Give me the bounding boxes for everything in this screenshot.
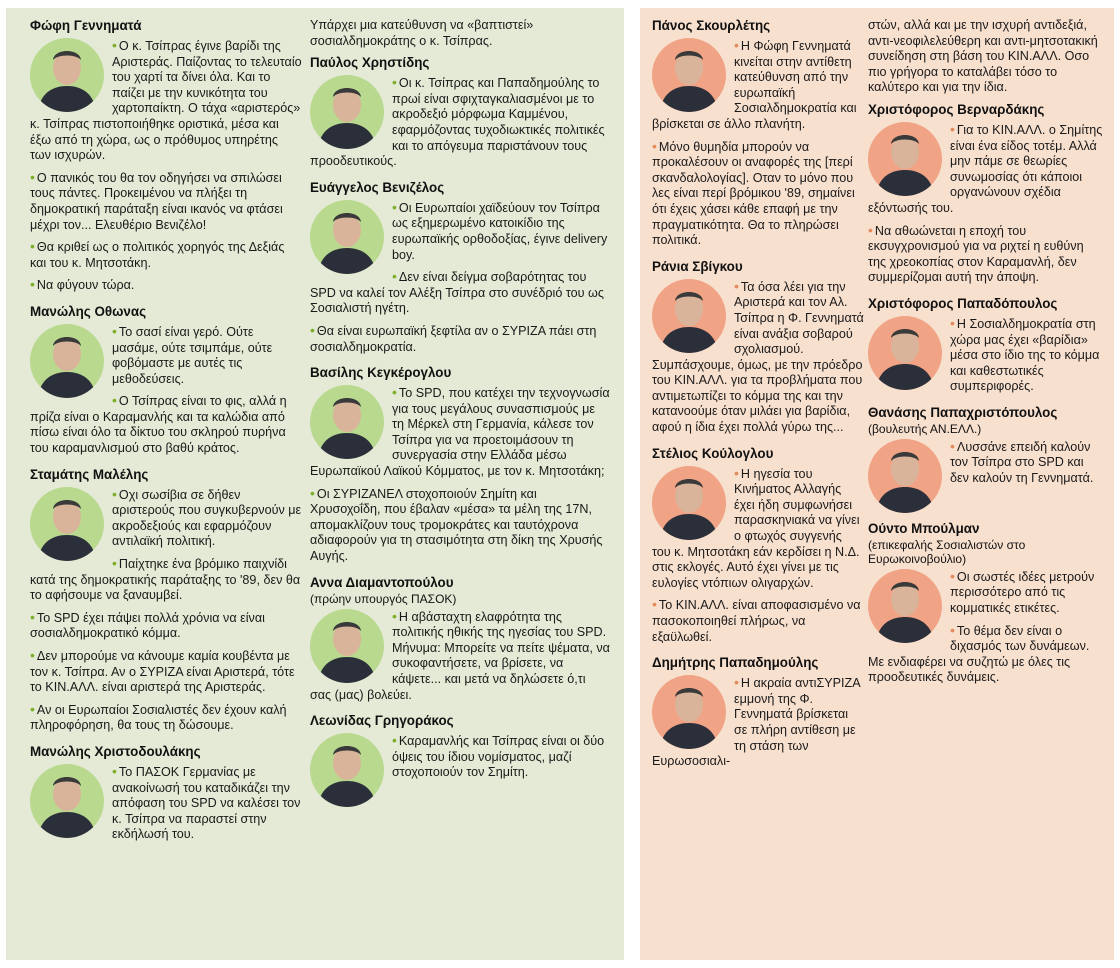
speaker-name: Φώφη Γεννηματά [30,18,142,33]
speaker-name: Χριστόφορος Παπαδόπουλος [868,295,1058,311]
quote-block [652,655,864,776]
bullet-icon: • [392,74,397,91]
bullet-icon: • [310,321,315,338]
portrait-icon [310,75,384,149]
quote-text [30,239,302,271]
quote-body: Να φύγουν τώρα. [36,278,135,293]
quote-body: Η Φώφη Γεννηματά κινείται στην αντίθετη κατεύθυνση από την ευρωπαϊκή Σοσιαλδημοκρατία και βρίσκεται σε άλλο πλανήτη. [652,39,857,131]
quote-text [868,18,1104,96]
bullet-icon: • [734,37,739,53]
quote-text [30,556,302,604]
quote-block [868,521,1104,692]
bullet-icon: • [112,392,117,409]
quote-body: στών, αλλά και με την ισχυρή αντιδεξιά, αντι-νεοφιλελεύθερη και αντι-μητσοτακική συνείδηση στη βάση του ΚΙΝ.ΑΛΛ. Οσο πιο γρήγορα το καταλάβει τόσο το καλύτερο και για την ίδια. [868,18,1098,95]
bullet-icon: • [30,276,35,293]
speaker-name: Μανώλης Οθωνας [30,303,147,319]
speaker-name: Ράνια Σβίγκου [652,258,743,274]
quote-body: Οχι σωσίβια σε δήθεν αριστερούς που συγκυβερνούν με ακροδεξιούς και εφαρμόζουν αντιλαϊκή πολιτική. [112,487,302,549]
column-1 [30,18,302,853]
quote-body: Παίχτηκε ένα βρόμικο παιχνίδι κατά της δημοκρατικής παράταξης το '89, δεν θα το αφήσουμε να ξαναυμβεί. [30,557,301,603]
portrait-icon [30,324,104,398]
bullet-icon: • [950,120,955,137]
quote-body: Για το ΚΙΝ.ΑΛΛ. ο Σημίτης είναι ένα είδος τοτέμ. Αλλά μην πάμε σε θεωρίες συνωμοσίας ότι κάποιοι οργανώνουν σχέδια εξόντωσής του. [868,122,1103,215]
quote-body: Η αβάσταχτη ελαφρότητα της πολιτικής ηθικής της ηγεσίας του SPD. Μήνυμα: Μπορείτε να πείτε ψέματα, να συκοφαντήσετε, να βρίσετε, να κάψετε... και μετά να δηλώσετε ό,τι σας (μας) βολεύει. [310,609,610,702]
bullet-icon: • [392,198,397,215]
portrait-icon [310,385,384,459]
quote-text [30,648,302,696]
speaker-name: Αννα Διαμαντοπούλου [310,574,454,590]
quote-body: Το σασί είναι γερό. Ούτε μασάμε, ούτε τσιμπάμε, ούτε φοβόμαστε με αυτές τις μεθοδεύσεις. [112,324,273,386]
quote-block [868,18,1104,96]
quote-text [652,597,864,645]
quote-body: Υπάρχει μια κατεύθυνση να «βαπτιστεί» σοσιαλδημοκράτης ο κ. Τσίπρας. [310,18,534,48]
speaker-name: Λεωνίδας Γρηγοράκος [310,713,454,729]
speaker-name: Ούντο Μπούλμαν [868,520,980,536]
bullet-icon: • [310,484,315,501]
quote-body: Το ΚΙΝ.ΑΛΛ. είναι αποφασισμένο να πασοκοποιηθεί πλήρως, να εξαϋλωθεί. [652,598,861,644]
quote-block [310,713,610,811]
bullet-icon: • [30,647,35,663]
portrait-icon [30,38,104,112]
quote-block [652,259,864,442]
bullet-icon: • [30,238,35,255]
speaker-name: Θανάσης Παπαχριστόπουλος [868,404,1058,420]
speaker-name: Βασίλης Κεγκέρογλου [310,365,452,381]
bullet-icon: • [112,485,117,502]
quote-text [30,702,302,734]
quote-body: Το SPD, που κατέχει την τεχνογνωσία για τους μεγάλους συνασπισμούς με τη Μέρκελ στη Γερμανία, κάλεσε τον Τσίπρα για να προετοιμάσουν τη συνεργασία στην Ελλάδα μέσω Ευρωπαϊκού Λαϊκού Κόμματος, με τον κ. Μητσοτάκη; [310,386,610,479]
quote-body: Το ΠΑΣΟΚ Γερμανίας με ανακοίνωσή του καταδικάζει την απόφαση του SPD να καλέσει τον κ. Τσίπρα να παραστεί στην εκδήλωσή του. [112,764,301,842]
quote-block [310,575,610,710]
quote-body: Η ηγεσία του Κινήματος Αλλαγής έχει ήδη συμφωνήσει παρασκηνιακά να γίνει ο φτωχός συγγενής του κ. Μητσοτάκη εάν κερδίσει η Ν.Δ. στις εκλογές. Αυτό έχει γίνει με τις ευλογίες ντόπιων ολιγαρχών. [652,466,860,590]
quote-body: Οι σωστές ιδέες μετρούν περισσότερο από τις κομματικές ετικέτες. [950,569,1095,616]
quote-body: Ο Τσίπρας είναι το φις, αλλά η πρίζα είναι ο Καραμανλής και τα καλώδια από πίσω είναι όλο τα δίκτυο του σκληρού πυρήνα του καραμανλισμού στο βαθύ κράτος. [30,394,287,456]
quote-body: Δεν είναι δείγμα σοβαρότητας του SPD να καλεί τον Αλέξη Τσίπρα στο συνέδριό του ως Σοσιαλιστή ηγέτη. [310,270,604,316]
bullet-icon: • [652,137,657,154]
quote-block [868,405,1104,517]
bullet-icon: • [392,607,397,624]
speaker-name: Ευάγγελος Βενιζέλος [310,179,445,195]
quote-text [310,323,610,355]
quote-text [310,269,610,317]
bullet-icon: • [30,608,35,625]
quote-body: Να αθωώνεται η εποχή του εκσυγχρονισμού για να ριχτεί η ευθύνη της χρεοκοπίας στον Καραμανλή, δεν συμμερίζομαι αυτή την άποψη. [868,223,1084,285]
portrait-icon [652,675,726,749]
quote-body: Θα κριθεί ως ο πολιτικός χορηγός της Δεξιάς και του κ. Μητσοτάκη. [30,240,285,270]
quote-body: Αν οι Ευρωπαίοι Σοσιαλιστές δεν έχουν καλή πληροφόρηση, θα τους τη δώσουμε. [30,702,287,733]
quote-body: Τα όσα λέει για την Αριστερά και τον Αλ. Τσίπρα η Φ. Γεννηματά είναι ανάξια σοβαρού σχολιασμού. Συμπάσχουμε, όμως, με την πρόεδρο του ΚΙΝ.ΑΛΛ. για τα προβλήματα που αντιμετωπίζει το κόμμα της και την κατανοούμε όταν μιλάει για βαρίδια, αφού η ίδια έχει πολλά γύρω της... [652,279,864,435]
speaker-role: (βουλευτής ΑΝ.ΕΛΛ.) [868,421,982,436]
quote-body: Καραμανλής και Τσίπρας είναι οι δύο όψεις του ίδιου νομίσματος, μαζί στοχοποιούν τον Σημίτη. [392,734,605,780]
column-2 [310,18,610,815]
quote-block [310,55,610,176]
quote-block [310,180,610,361]
portrait-icon [868,122,942,196]
quote-body: Δεν μπορούμε να κάνουμε καμία κουβέντα με τον κ. Τσίπρα. Αν ο ΣΥΡΙΖΑ είναι Αριστερά, τότε το ΚΙΝ.ΑΛΛ. είναι αριστερά της Αριστεράς. [30,649,295,695]
quote-body: Η Σοσιαλδημοκρατία στη χώρα μας έχει «βαρίδια» μέσα στο ίδιο της το κόμμα και καθεστωτικές συμπεριφορές. [950,316,1100,394]
quote-block [310,18,610,49]
portrait-icon [868,439,942,513]
bullet-icon: • [734,464,739,481]
portrait-icon [868,569,942,643]
bullet-icon: • [112,37,117,53]
quote-body: Ο πανικός του θα τον οδηγήσει να σπιλώσει τους πάντες. Προκειμένου να πλήξει τη δημοκρατική παράταξη είναι ικανός να φτάσει μέχρι τον... Ελευθέριο Βενιζέλο! [30,170,283,232]
quote-block [30,304,302,463]
bullet-icon: • [112,555,117,572]
column-3 [652,18,864,780]
quote-text [652,139,864,249]
portrait-icon [310,609,384,683]
portrait-icon [310,733,384,807]
bullet-icon: • [950,621,955,638]
portrait-icon [310,200,384,274]
quote-text [30,393,302,456]
speaker-role: (επικεφαλής Σοσιαλιστών στο Ευρωκοινοβούλιο) [868,537,1026,566]
bullet-icon: • [734,277,739,294]
bullet-icon: • [950,437,955,454]
speaker-name: Σταμάτης Μαλέλης [30,466,149,482]
speaker-name: Χριστόφορος Βερναρδάκης [868,101,1045,117]
quote-text [310,18,610,49]
speaker-name: Παύλος Χρηστίδης [310,55,430,71]
column-4 [868,18,1104,696]
quote-block [30,467,302,740]
quote-body: Οι κ. Τσίπρας και Παπαδημούλης το πρωί είναι σφιχταγκαλιασμένοι με το ακροδεξιό μόρφωμα Καμμένου, εφαρμόζοντας τυχοδιωκτικές πολιτικές και το απόγευμα παριστάνουν τους προοδευτικούς. [310,76,605,169]
quote-body: Ο κ. Τσίπρας έγινε βαρίδι της Αριστεράς. Παίζοντας το τελευταίο του χαρτί τα δίνει όλα. Και το παίζει με την κυνικότητα του χαρτοπαίκτη. Ο τάχα «αριστερός» κ. Τσίπρας πιστοποιήθηκε οριστικά, μέσα και έξω από τη χώρα, ως ο πρόθυμος υπηρέτης των ισχυρών. [30,39,302,163]
speaker-name: Πάνος Σκουρλέτης [652,18,771,33]
speaker-role: (πρώην υπουργός ΠΑΣΟΚ) [310,591,457,606]
bullet-icon: • [734,674,739,691]
speaker-name: Στέλιος Κούλογλου [652,445,774,461]
quote-body: Μόνο θυμηδία μπορούν να προκαλέσουν οι αναφορές της [περί σκανδαλολογίας]. Οταν το μόνο που λες είναι περί βρόμικου '89, σημαίνει ότι έχεις χάσει κάθε επαφή με την πραγματικότητα. Θα το πληρώσει πολιτικά. [652,139,855,248]
portrait-icon [30,487,104,561]
speaker-name: Μανώλης Χριστοδουλάκης [30,743,201,759]
quote-body: Το SPD έχει πάψει πολλά χρόνια να είναι σοσιαλδημοκρατικό κόμμα. [30,610,265,641]
portrait-icon [868,316,942,390]
speaker-name: Δημήτρης Παπαδημούλης [652,655,819,671]
bullet-icon: • [652,596,657,613]
quote-block [652,18,864,255]
quote-body: Λυσσάνε επειδή καλούν τον Τσίπρα στο SPD και δεν καλούν τη Γεννηματά. [950,439,1094,486]
bullet-icon: • [30,168,35,185]
quote-block [868,102,1104,292]
quote-block [868,296,1104,401]
quote-body: Οι ΣΥΡΙΖΑΝΕΛ στοχοποιούν Σημίτη και Χρυσοχοΐδη, που έβαλαν «μέσα» τα μέλη της 17Ν, απομακλίζουν τους τρομοκράτες και ταυτόχρονα αδιαφορούν για τη στασιμότητα στη δίκη της Χρυσής Αυγής. [310,486,603,564]
quote-body: Οι Ευρωπαίοι χαϊδεύουν τον Τσίπρα ως εξημερωμένο κατοικίδιο της ευρωπαϊκής ορθοδοξίας, έγινε delivery boy. [392,200,608,262]
bullet-icon: • [392,268,397,285]
bullet-icon: • [30,700,35,717]
quote-block [30,18,302,300]
bullet-icon: • [392,384,397,401]
quote-text [310,486,610,565]
portrait-icon [652,279,726,353]
bullet-icon: • [112,762,117,779]
quote-text [30,170,302,233]
portrait-icon [652,466,726,540]
quote-block [30,744,302,849]
quote-body: Το θέμα δεν είναι ο διχασμός των δυνάμεων. Με ενδιαφέρει να συζητώ με όλες τις προοδευτικές δυνάμεις. [868,623,1090,685]
bullet-icon: • [868,221,873,238]
bullet-icon: • [392,732,397,749]
quote-block [310,365,610,571]
quote-text [868,223,1104,286]
quote-body: Η ακραία αντιΣΥΡΙΖΑ εμμονή της Φ. Γεννηματά βρίσκεται σε πλήρη αντίθεση με τη στάση των Ευρωσοσιαλι- [652,676,860,769]
bullet-icon: • [950,567,955,584]
bullet-icon: • [112,322,117,339]
quote-text [30,277,302,294]
bullet-icon: • [950,314,955,331]
portrait-icon [652,38,726,112]
portrait-icon [30,764,104,838]
quote-text [30,610,302,642]
quote-block [652,446,864,652]
quote-body: Θα είναι ευρωπαϊκή ξεφτίλα αν ο ΣΥΡΙΖΑ πάει στη σοσιαλδημοκρατία. [310,323,597,354]
